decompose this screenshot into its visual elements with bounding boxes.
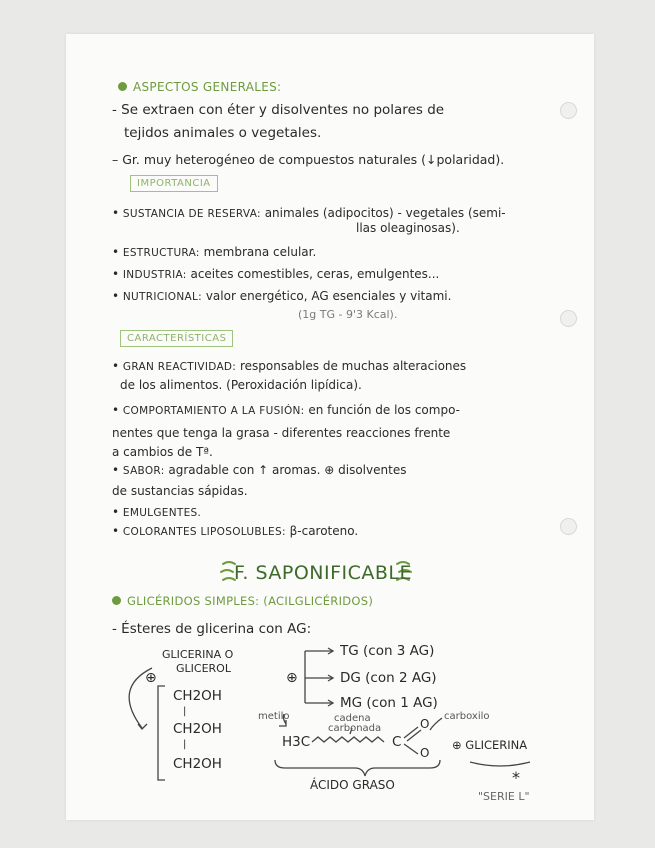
label-cadena: cadena [334,713,371,724]
text-line: - Ésteres de glicerina con AG: [112,621,312,637]
serie-l-label: "SERIE L" [478,790,530,803]
ch2oh-1: CH2OH [173,688,222,704]
heading-gliceridos: GLICÉRIDOS SIMPLES: (ACILGLICÉRIDOS) [112,592,373,610]
branch-arrows-icon [305,648,333,706]
list-item: • COMPORTAMIENTO A LA FUSIÓN: en función de los compo- [112,403,460,417]
list-item: • ESTRUCTURA: membrana celular. [112,245,317,259]
branch-tg: TG (con 3 AG) [340,643,435,659]
bond: | [183,706,187,717]
formula-h3c: H3C [282,734,311,750]
list-item: • SABOR: agradable con ↑ aromas. ⊕ disolventes [112,463,407,477]
acid-brace-icon [275,760,530,776]
text-line: – Gr. muy heterogéneo de compuestos naturales (↓polaridad). [112,152,505,167]
glycerin-label2: GLICEROL [176,662,231,675]
ch2oh-3: CH2OH [173,756,222,772]
list-item-cont: de sustancias sápidas. [112,484,248,498]
list-item-cont: llas oleaginosas). [356,221,460,235]
asterisk: * [512,768,520,787]
text-line: - Se extraen con éter y disolventes no polares de [112,102,445,118]
branch-dg: DG (con 2 AG) [340,670,437,686]
section-title: F. SAPONIFICABLE [234,562,413,584]
text-line: tejidos animales o vegetales. [124,125,322,141]
list-item-cont: de los alimentos. (Peroxidación lipídica). [120,378,362,392]
label-carboxilo: carboxilo [444,711,490,722]
list-item: • COLORANTES LIPOSOLUBLES: β-caroteno. [112,524,359,538]
glycerin-label: GLICERINA O [162,648,234,661]
list-item: • EMULGENTES. [112,505,202,519]
ch2oh-2: CH2OH [173,721,222,737]
list-item: • INDUSTRIA: aceites comestibles, ceras, emulgentes... [112,267,440,281]
label-box-caracteristicas: CARACTERÍSTICAS [120,330,233,347]
list-item-cont: a cambios de Tª. [112,445,213,459]
label-metilo: metilo [258,711,290,722]
list-item: • GRAN REACTIVIDAD: responsables de muchas alteraciones [112,359,467,373]
label-carbonada: carbonada [328,723,382,734]
formula-c: C [392,734,402,750]
glicerina-label: ⊕ GLICERINA [452,738,528,752]
list-item-cont: (1g TG - 9'3 Kcal). [298,308,398,321]
list-item: • SUSTANCIA DE RESERVA: animales (adipocitos) - vegetales (semi- [112,206,506,220]
bullet-icon [112,596,121,605]
acido-graso-label: ÁCIDO GRASO [310,778,395,792]
plus-icon: ⊕ [145,670,157,686]
label-box-importancia: IMPORTANCIA [130,175,218,192]
branch-mg: MG (con 1 AG) [340,695,438,711]
list-item: • NUTRICIONAL: valor energético, AG esenciales y vitami. [112,289,452,303]
plus-icon: ⊕ [286,670,298,686]
formula-o-top: O [420,717,430,731]
list-item-cont: nentes que tenga la grasa - diferentes reacciones frente [112,426,451,440]
bond: | [183,739,187,750]
formula-o-bottom: O [420,746,430,760]
heading-aspectos: ASPECTOS GENERALES: [118,78,281,96]
